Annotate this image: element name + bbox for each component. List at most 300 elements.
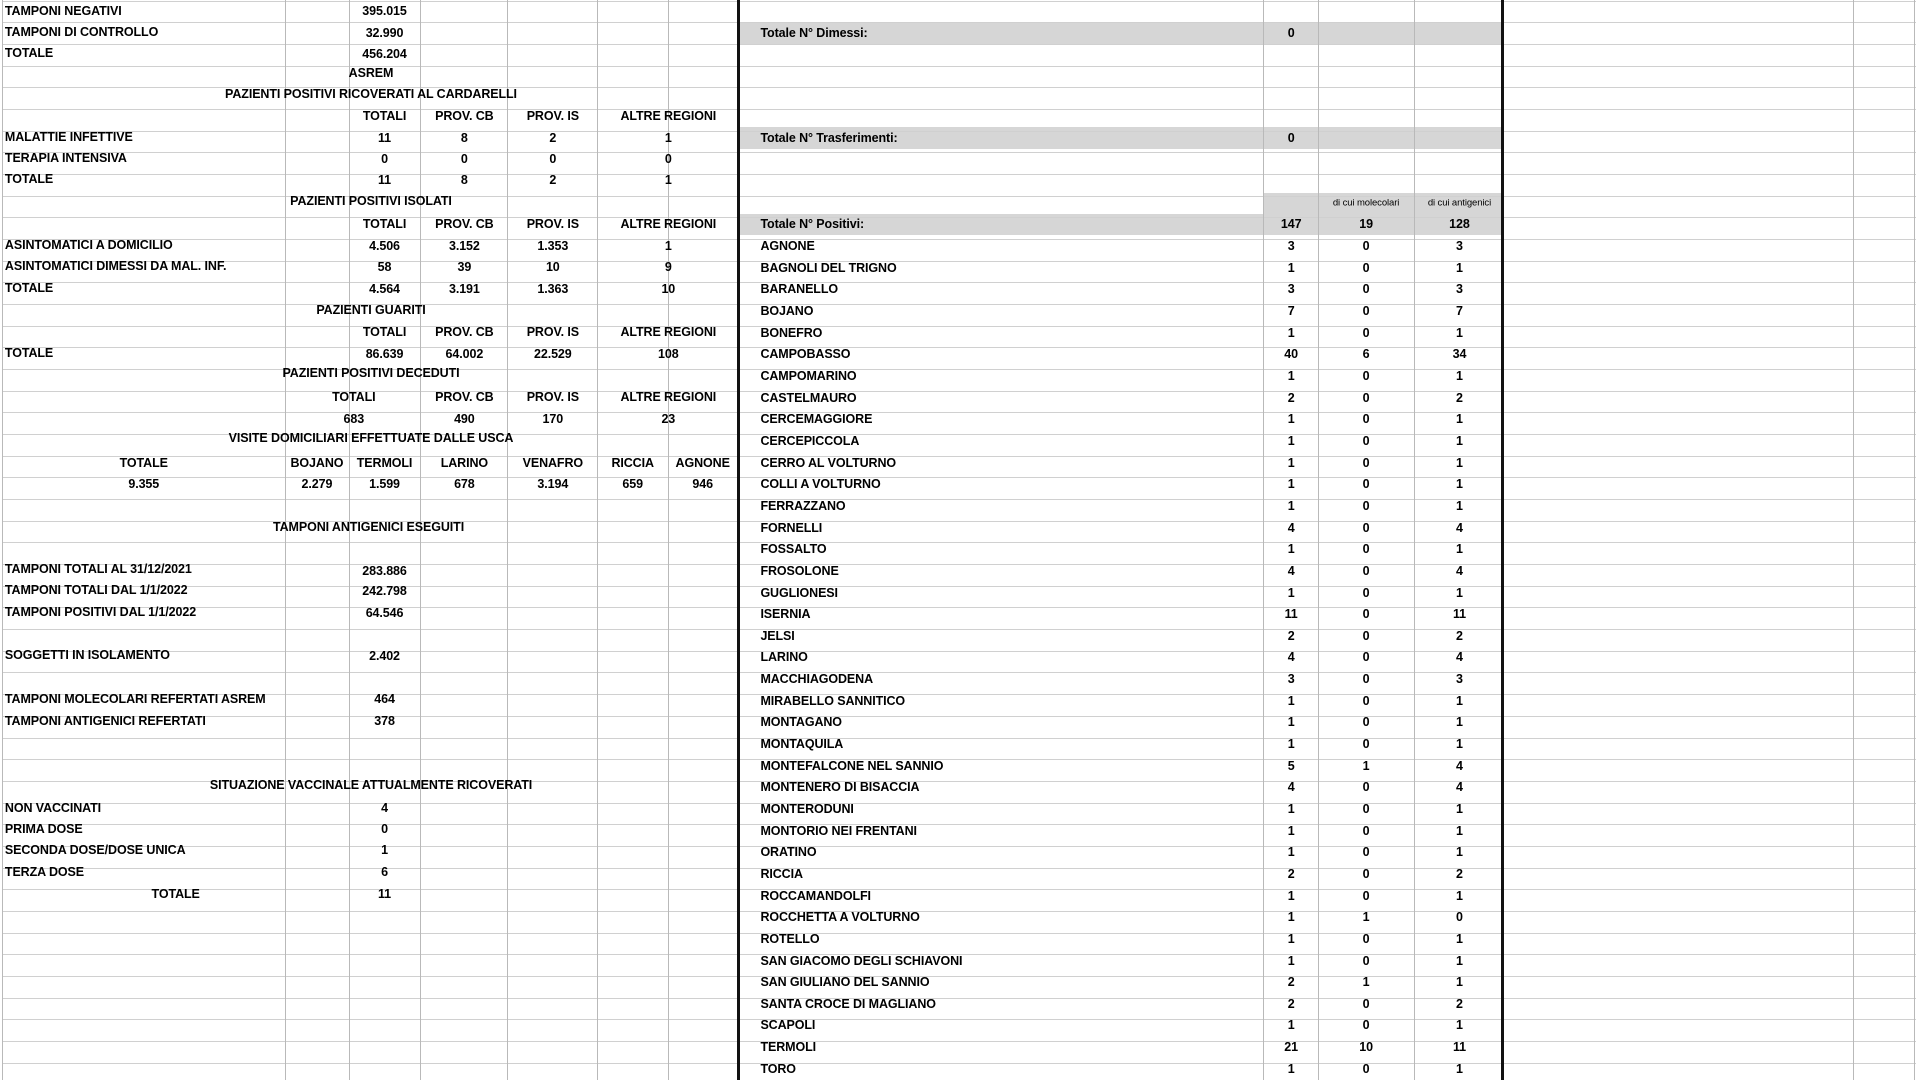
column-header: RICCIA <box>611 455 654 470</box>
comune-value: 1 <box>1456 845 1463 860</box>
comune-name: MONTAGANO <box>760 715 842 730</box>
comune-value: 0 <box>1362 412 1370 427</box>
comune-value: 0 <box>1362 477 1370 491</box>
comune-value: 0 <box>1362 368 1370 383</box>
comune-value: 1 <box>1287 931 1295 946</box>
grid-col-line <box>1914 0 1915 1080</box>
section-title: PAZIENTI POSITIVI ISOLATI <box>290 193 452 208</box>
table-cell: 9.355 <box>128 476 160 491</box>
comune-value: 1 <box>1456 931 1463 946</box>
row-value: 1 <box>381 842 388 857</box>
grid-row-line <box>2 542 1916 543</box>
comune-value: 2 <box>1456 628 1463 643</box>
grid-row-line <box>2 759 1916 760</box>
comune-name: ROCCHETTA A VOLTURNO <box>760 909 920 924</box>
row-label: TOTALE <box>4 45 54 60</box>
table-cell: 64.002 <box>445 346 484 361</box>
comune-value: 11 <box>1284 606 1298 621</box>
summary-value: 0 <box>1287 131 1295 146</box>
comune-value: 1 <box>1362 909 1370 924</box>
comune-value: 1 <box>1287 455 1295 470</box>
comune-value: 0 <box>1362 736 1370 751</box>
comune-value: 1 <box>1456 823 1463 838</box>
comune-value: 0 <box>1362 693 1370 708</box>
comune-value: 0 <box>1362 498 1370 513</box>
comune-value: 1 <box>1287 585 1295 600</box>
row-label: TOTALE <box>4 345 54 360</box>
grid-col-line <box>1414 0 1415 1080</box>
row-label: TAMPONI TOTALI DAL 1/1/2022 <box>4 582 188 597</box>
table-cell: 58 <box>377 259 392 274</box>
grid-row-line <box>2 803 1916 804</box>
row-value: 283.886 <box>362 563 407 578</box>
grid-row-line <box>2 347 1916 348</box>
comune-value: 3 <box>1287 238 1295 253</box>
comune-name: CERCEPICCOLA <box>760 433 860 448</box>
table-cell: 9 <box>664 259 672 274</box>
comune-name: GUGLIONESI <box>760 585 838 600</box>
comune-value: 1 <box>1456 1018 1463 1033</box>
comune-name: AGNONE <box>760 238 815 253</box>
column-header: PROV. CB <box>435 324 494 339</box>
table-cell: 490 <box>454 411 475 426</box>
comune-name: SCAPOLI <box>760 1018 816 1033</box>
column-header: AGNONE <box>675 455 730 470</box>
row-label: TOTALE <box>151 886 200 901</box>
comune-name: FROSOLONE <box>760 563 839 578</box>
table-cell: 1 <box>664 238 672 253</box>
comune-value: 1 <box>1456 715 1463 730</box>
column-header: PROV. CB <box>435 216 494 231</box>
table-cell: 8 <box>460 172 468 187</box>
comune-value: 34 <box>1452 347 1467 362</box>
comune-value: 4 <box>1456 650 1463 665</box>
grid-row-line <box>2 131 1916 132</box>
section-title: PAZIENTI POSITIVI DECEDUTI <box>282 366 460 381</box>
summary-value: 0 <box>1287 25 1295 40</box>
comune-name: FORNELLI <box>760 520 823 535</box>
comune-value: 1 <box>1456 541 1463 556</box>
row-label: TERZA DOSE <box>4 864 85 879</box>
comune-value: 6 <box>1362 347 1370 362</box>
comune-value: 1 <box>1287 909 1295 924</box>
grid-row-line <box>2 174 1916 175</box>
row-label: TOTALE <box>4 280 54 295</box>
column-header: ALTRE REGIONI <box>620 324 717 339</box>
grid-row-line <box>2 651 1916 652</box>
grid-col-line <box>2 0 3 1080</box>
grid-row-line <box>2 694 1916 695</box>
table-cell: 2 <box>549 131 557 146</box>
comune-value: 0 <box>1362 282 1370 297</box>
summary-label: Totale N° Trasferimenti: <box>760 131 898 146</box>
grid-col-line <box>1853 0 1854 1080</box>
table-cell: 4.506 <box>369 238 400 253</box>
row-label: TAMPONI MOLECOLARI REFERTATI ASREM <box>4 691 266 706</box>
comune-value: 2 <box>1287 974 1295 989</box>
summary-label: Totale N° Dimessi: <box>760 25 868 40</box>
comune-value: 1 <box>1287 325 1295 340</box>
comune-value: 0 <box>1362 433 1370 448</box>
grid-col-line <box>285 0 286 1080</box>
grid-col-line <box>507 0 508 1080</box>
grid-row-line <box>2 911 1916 912</box>
column-header: LARINO <box>440 455 489 470</box>
grid-row-line <box>2 282 1916 283</box>
row-value: 456.204 <box>362 46 407 61</box>
comune-name: TERMOLI <box>760 1039 816 1054</box>
row-label: NON VACCINATI <box>4 800 102 815</box>
comune-name: CAMPOMARINO <box>760 368 857 383</box>
table-cell: 86.639 <box>365 346 404 361</box>
comune-value: 1 <box>1287 953 1295 968</box>
comune-value: 5 <box>1287 758 1295 773</box>
row-label: TERAPIA INTENSIVA <box>4 150 127 165</box>
comune-value: 2 <box>1456 390 1463 405</box>
section-title: TAMPONI ANTIGENICI ESEGUITI <box>273 519 465 534</box>
comune-name: ROTELLO <box>760 931 820 946</box>
comune-value: 0 <box>1362 541 1370 556</box>
table-cell: 1.363 <box>537 281 569 296</box>
grid-row-line <box>2 629 1916 630</box>
comune-value: 1 <box>1287 845 1295 860</box>
table-cell: 0 <box>664 151 672 166</box>
table-cell: 1.353 <box>537 238 569 253</box>
comune-value: 1 <box>1287 498 1295 513</box>
row-label: PRIMA DOSE <box>4 821 83 836</box>
column-header: PROV. IS <box>526 109 579 124</box>
table-cell: 2 <box>549 172 557 187</box>
comune-value: 1 <box>1456 368 1463 383</box>
column-subheader: di cui molecolari <box>1332 197 1400 209</box>
comune-value: 0 <box>1362 585 1370 600</box>
comune-value: 1 <box>1287 888 1295 903</box>
comune-value: 2 <box>1456 996 1463 1011</box>
comune-value: 2 <box>1456 866 1463 881</box>
comune-value: 3 <box>1287 282 1295 297</box>
comune-value: 1 <box>1362 758 1370 773</box>
comune-value: 1 <box>1456 693 1463 708</box>
row-value: 4 <box>381 800 388 815</box>
grid-row-line <box>2 738 1916 739</box>
comune-value: 0 <box>1362 563 1370 578</box>
sheet-divider <box>1501 0 1504 1080</box>
comune-name: ROCCAMANDOLFI <box>760 888 871 903</box>
table-cell: 2.279 <box>301 476 333 491</box>
comune-value: 1 <box>1456 260 1463 275</box>
table-cell: 10 <box>545 259 560 274</box>
row-label: TAMPONI TOTALI AL 31/12/2021 <box>4 562 192 577</box>
comune-value: 1 <box>1287 433 1295 448</box>
comune-name: MONTERODUNI <box>760 801 854 816</box>
column-header: PROV. CB <box>435 389 494 404</box>
grid-row-line <box>2 564 1916 565</box>
grid-col-line <box>1318 0 1319 1080</box>
comune-name: SAN GIULIANO DEL SANNIO <box>760 974 930 989</box>
grid-col-line <box>349 0 350 1080</box>
comune-value: 0 <box>1362 390 1370 405</box>
table-cell: 678 <box>454 476 475 491</box>
section-title: ASREM <box>348 66 394 81</box>
row-label: TAMPONI ANTIGENICI REFERTATI <box>4 713 206 728</box>
comune-value: 3 <box>1456 238 1463 253</box>
row-value: 464 <box>374 691 395 706</box>
summary-label: Totale N° Positivi: <box>760 216 865 231</box>
comune-name: MIRABELLO SANNITICO <box>760 693 906 708</box>
comune-value: 0 <box>1362 780 1370 795</box>
grid-row-line <box>2 304 1916 305</box>
comune-value: 1 <box>1287 1061 1295 1076</box>
table-cell: 39 <box>457 259 472 274</box>
row-value: 378 <box>374 713 395 728</box>
comune-value: 0 <box>1362 260 1370 275</box>
row-label: MALATTIE INFETTIVE <box>4 129 133 144</box>
grid-row-line <box>2 846 1916 847</box>
comune-value: 0 <box>1362 650 1370 665</box>
comune-value: 3 <box>1456 671 1463 686</box>
comune-value: 4 <box>1287 650 1295 665</box>
grid-row-line <box>2 933 1916 934</box>
table-cell: 8 <box>460 131 468 146</box>
comune-value: 1 <box>1287 412 1295 427</box>
grid-row-line <box>2 1041 1916 1042</box>
table-cell: 0 <box>460 151 468 166</box>
table-cell: 659 <box>622 476 643 491</box>
comune-name: CERRO AL VOLTURNO <box>760 455 897 470</box>
comune-value: 0 <box>1362 606 1370 621</box>
grid-row-line <box>2 1063 1916 1064</box>
table-cell: 1 <box>664 172 672 187</box>
comune-name: BARANELLO <box>760 282 839 297</box>
table-cell: 0 <box>381 151 388 166</box>
comune-value: 11 <box>1452 606 1466 621</box>
comune-value: 0 <box>1362 455 1370 470</box>
table-cell: 0 <box>549 151 557 166</box>
row-value: 32.990 <box>365 25 404 40</box>
row-value: 2.402 <box>369 649 400 664</box>
summary-value: 128 <box>1449 216 1470 231</box>
grid-row-line <box>2 499 1916 500</box>
comune-value: 2 <box>1287 390 1295 405</box>
comune-value: 1 <box>1287 1018 1295 1033</box>
comune-value: 4 <box>1456 563 1463 578</box>
row-value: 242.798 <box>362 584 407 599</box>
comune-value: 7 <box>1287 303 1295 318</box>
grid-row-line <box>2 889 1916 890</box>
comune-value: 1 <box>1287 801 1295 816</box>
comune-name: BONEFRO <box>760 325 823 340</box>
column-header: TOTALI <box>332 389 376 404</box>
row-value: 64.546 <box>365 606 404 621</box>
grid-row-line <box>2 716 1916 717</box>
comune-name: TORO <box>760 1061 796 1076</box>
grid-row-line <box>2 1019 1916 1020</box>
grid-row-line <box>2 1 1916 2</box>
grid-row-line <box>2 66 1916 67</box>
comune-name: SANTA CROCE DI MAGLIANO <box>760 996 936 1011</box>
comune-name: CAMPOBASSO <box>760 347 851 362</box>
comune-value: 0 <box>1362 845 1370 860</box>
table-cell: 22.529 <box>533 346 572 361</box>
comune-value: 21 <box>1284 1039 1298 1054</box>
summary-value: 147 <box>1280 216 1302 231</box>
column-header: PROV. IS <box>526 324 579 339</box>
grid-col-line <box>597 0 598 1080</box>
comune-value: 0 <box>1362 520 1370 535</box>
comune-value: 0 <box>1362 823 1370 838</box>
row-label: SOGGETTI IN ISOLAMENTO <box>4 647 170 662</box>
table-cell: 1 <box>664 131 672 146</box>
grid-row-line <box>2 672 1916 673</box>
comune-value: 1 <box>1456 455 1463 470</box>
comune-name: BOJANO <box>760 303 814 318</box>
table-cell: 946 <box>692 476 713 491</box>
row-value: 0 <box>381 821 388 836</box>
grid-row-line <box>2 412 1916 413</box>
comune-value: 4 <box>1287 520 1295 535</box>
comune-value: 0 <box>1362 1018 1370 1033</box>
comune-value: 1 <box>1456 433 1463 448</box>
column-header: BOJANO <box>290 455 344 470</box>
comune-value: 0 <box>1362 996 1370 1011</box>
table-cell: 4.564 <box>369 281 400 296</box>
grid-row-line <box>2 261 1916 262</box>
comune-name: MACCHIAGODENA <box>760 671 874 686</box>
comune-value: 1 <box>1456 585 1463 600</box>
comune-value: 0 <box>1362 931 1370 946</box>
row-label: SECONDA DOSE/DOSE UNICA <box>4 842 186 857</box>
grid-col-line <box>420 0 421 1080</box>
comune-value: 1 <box>1456 412 1463 427</box>
column-header: TOTALI <box>362 324 407 339</box>
grid-row-line <box>2 391 1916 392</box>
grid-row-line <box>2 607 1916 608</box>
comune-value: 4 <box>1287 563 1295 578</box>
comune-name: CASTELMAURO <box>760 390 857 405</box>
comune-name: ISERNIA <box>760 606 811 621</box>
column-header: ALTRE REGIONI <box>620 109 717 124</box>
table-cell: 683 <box>343 411 365 426</box>
section-title: VISITE DOMICILIARI EFFETTUATE DALLE USCA <box>228 431 514 446</box>
comune-value: 10 <box>1359 1039 1373 1054</box>
table-cell: 170 <box>542 411 564 426</box>
comune-name: JELSI <box>760 628 795 643</box>
summary-value: 19 <box>1359 216 1373 231</box>
grid-row-line <box>2 22 1916 23</box>
comune-value: 4 <box>1287 780 1295 795</box>
table-cell: 23 <box>661 411 676 426</box>
comune-name: SAN GIACOMO DEGLI SCHIAVONI <box>760 953 963 968</box>
comune-name: MONTENERO DI BISACCIA <box>760 780 920 795</box>
column-header: PROV. IS <box>526 389 579 404</box>
comune-value: 1 <box>1287 736 1295 751</box>
grid-row-line <box>2 109 1916 110</box>
comune-value: 0 <box>1362 715 1370 730</box>
grid-row-line <box>2 586 1916 587</box>
comune-name: CERCEMAGGIORE <box>760 412 873 427</box>
comune-value: 1 <box>1456 477 1463 491</box>
comune-name: FOSSALTO <box>760 541 827 556</box>
comune-value: 11 <box>1452 1039 1466 1054</box>
grid-row-line <box>2 239 1916 240</box>
comune-value: 0 <box>1362 325 1370 340</box>
table-cell: 1.599 <box>369 476 400 491</box>
row-label: TAMPONI DI CONTROLLO <box>4 24 159 39</box>
comune-value: 1 <box>1287 823 1295 838</box>
comune-value: 1 <box>1287 693 1295 708</box>
comune-value: 3 <box>1456 282 1463 297</box>
column-header: PROV. IS <box>526 216 579 231</box>
grid-row-line <box>2 326 1916 327</box>
comune-value: 0 <box>1362 1061 1370 1076</box>
comune-value: 0 <box>1362 671 1370 686</box>
row-label: TOTALE <box>4 171 54 186</box>
table-cell: 3.194 <box>537 476 569 491</box>
table-cell: 11 <box>378 172 392 187</box>
row-label: TAMPONI POSITIVI DAL 1/1/2022 <box>4 604 197 619</box>
comune-value: 40 <box>1284 347 1298 362</box>
table-cell: 3.191 <box>448 281 480 296</box>
comune-name: MONTORIO NEI FRENTANI <box>760 823 917 838</box>
comune-value: 1 <box>1456 801 1463 816</box>
comune-value: 1 <box>1287 368 1295 383</box>
comune-value: 1 <box>1456 1061 1463 1076</box>
comune-value: 4 <box>1456 520 1463 535</box>
comune-name: COLLI A VOLTURNO <box>760 477 881 491</box>
comune-value: 2 <box>1287 866 1295 881</box>
comune-name: RICCIA <box>760 866 803 881</box>
column-header: PROV. CB <box>435 109 494 124</box>
row-label: ASINTOMATICI DIMESSI DA MAL. INF. <box>4 258 227 273</box>
comune-value: 1 <box>1456 953 1463 968</box>
grid-row-line <box>2 824 1916 825</box>
comune-name: LARINO <box>760 650 808 665</box>
comune-value: 1 <box>1362 974 1370 989</box>
table-cell: 10 <box>661 281 676 296</box>
row-label: TAMPONI NEGATIVI <box>4 3 122 18</box>
table-cell: 108 <box>658 346 679 361</box>
section-title: PAZIENTI GUARITI <box>316 302 426 317</box>
grid-row-line <box>2 976 1916 977</box>
comune-value: 0 <box>1456 909 1463 924</box>
grid-row-line <box>2 998 1916 999</box>
comune-name: MONTAQUILA <box>760 736 844 751</box>
comune-value: 1 <box>1456 498 1463 513</box>
comune-value: 1 <box>1287 260 1295 275</box>
comune-value: 4 <box>1456 758 1463 773</box>
column-header: TOTALE <box>119 455 168 470</box>
sheet-divider <box>737 0 740 1080</box>
comune-value: 1 <box>1456 736 1463 751</box>
column-header: TOTALI <box>362 216 407 231</box>
comune-value: 7 <box>1456 303 1463 318</box>
comune-value: 0 <box>1362 238 1370 253</box>
section-title: SITUAZIONE VACCINALE ATTUALMENTE RICOVERATI <box>209 777 533 792</box>
row-label: ASINTOMATICI A DOMICILIO <box>4 237 173 252</box>
comune-value: 0 <box>1362 303 1370 318</box>
grid-col-line <box>1263 0 1264 1080</box>
comune-value: 1 <box>1456 888 1463 903</box>
comune-value: 2 <box>1287 628 1295 643</box>
comune-value: 0 <box>1362 801 1370 816</box>
comune-value: 1 <box>1287 541 1295 556</box>
comune-value: 0 <box>1362 866 1370 881</box>
grid-row-line <box>2 217 1916 218</box>
column-header: ALTRE REGIONI <box>620 216 717 231</box>
comune-value: 0 <box>1362 888 1370 903</box>
comune-name: FERRAZZANO <box>760 498 846 513</box>
comune-value: 0 <box>1362 628 1370 643</box>
